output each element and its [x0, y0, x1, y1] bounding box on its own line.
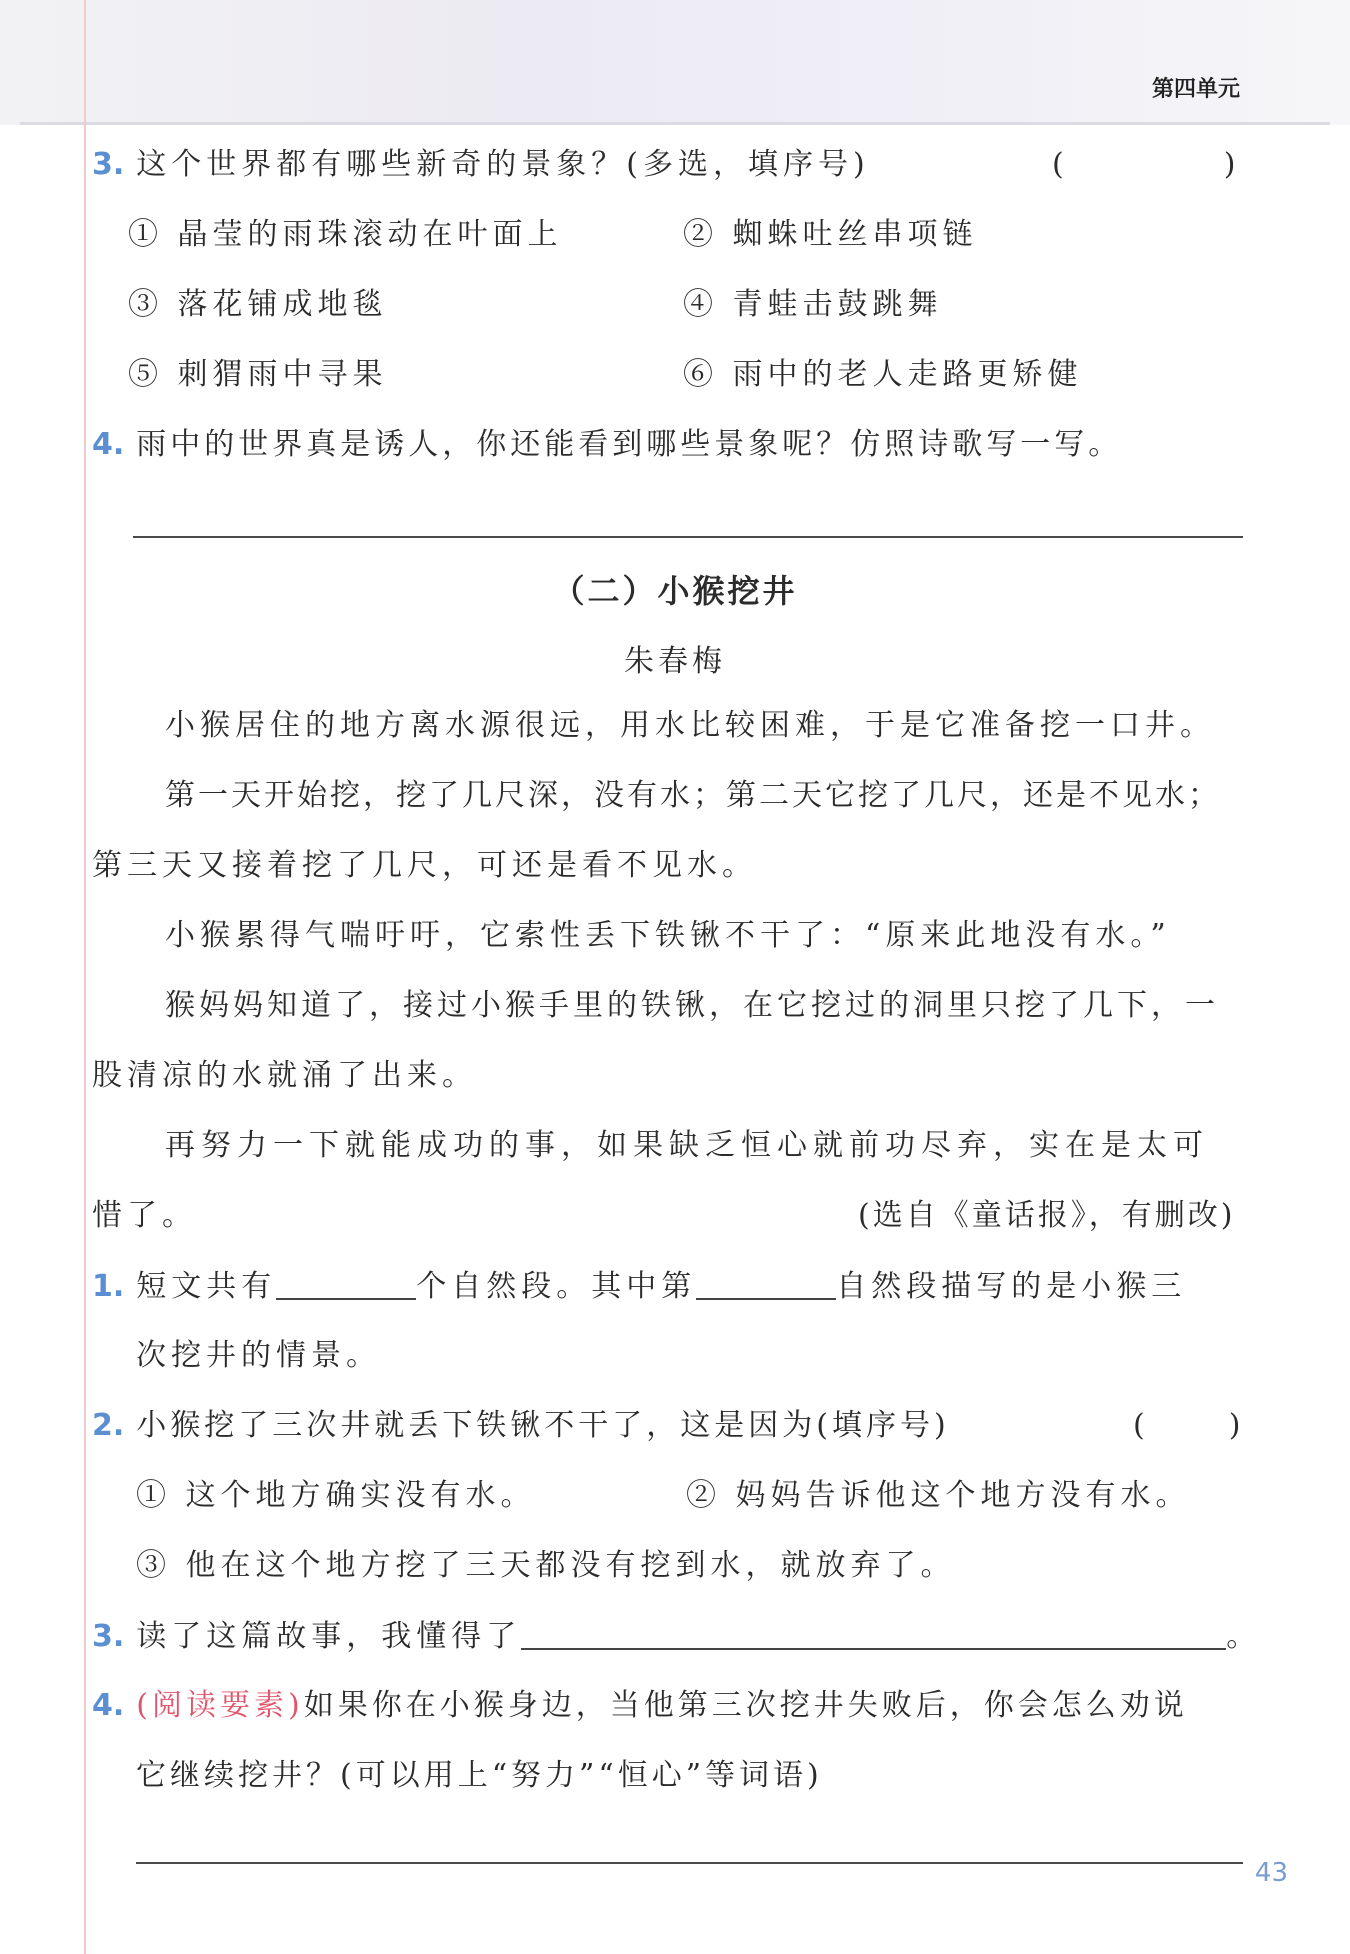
option-6: ⑥ 雨中的老人走路更矫健	[683, 357, 1083, 392]
question-text: 小猴挖了三次井就丢下铁锹不干了，这是因为(填序号)	[136, 1408, 950, 1443]
passage-line: 小猴居住的地方离水源很远，用水比较困难，于是它准备挖一口井。	[165, 708, 1215, 743]
question-number: 2.	[92, 1408, 125, 1443]
question-3	[92, 1616, 1261, 1657]
question-number: 1.	[92, 1269, 125, 1304]
answer-parens[interactable]: ( )	[1133, 1408, 1249, 1443]
passage-line: 第三天又接着挖了几尺，可还是看不见水。	[92, 848, 757, 883]
answer-blank[interactable]	[521, 1616, 1226, 1650]
option-3: ③ 落花铺成地毯	[128, 287, 388, 322]
passage-title: （二）小猴挖井	[552, 572, 798, 610]
option-2: ② 妈妈告诉他这个地方没有水。	[686, 1478, 1191, 1513]
blank-paragraph-count[interactable]	[276, 1266, 416, 1300]
option-1: ① 这个地方确实没有水。	[136, 1478, 536, 1513]
passage-source: (选自《童话报》，有删改)	[858, 1198, 1236, 1233]
option-5: ⑤ 刺猬雨中寻果	[128, 357, 388, 392]
reading-element-tag: (阅读要素)	[136, 1688, 304, 1723]
question-4	[92, 1686, 1188, 1726]
option-3: ③ 他在这个地方挖了三天都没有挖到水，就放弃了。	[136, 1548, 956, 1583]
page-number: 43	[1254, 1858, 1288, 1888]
question-text: 短文共有	[136, 1269, 277, 1304]
passage-line: 惜了。	[92, 1198, 197, 1233]
unit-label: 第四单元	[1151, 77, 1240, 102]
passage-line: 猴妈妈知道了，接过小猴手里的铁锹，在它挖过的洞里只挖了几下，一	[165, 988, 1219, 1023]
question-text: 自然段描写的是小猴三	[836, 1269, 1187, 1304]
question-3	[92, 145, 870, 185]
question-number: 3.	[92, 147, 125, 182]
passage-line: 小猴累得气喘吁吁，它索性丢下铁锹不干了：“原来此地没有水。”	[165, 918, 1171, 953]
margin-rule	[84, 0, 86, 1954]
question-text: 如果你在小猴身边，当他第三次挖井失败后，你会怎么劝说	[303, 1688, 1188, 1723]
question-number: 4.	[92, 427, 125, 462]
header-band	[0, 0, 1350, 125]
question-text: 读了这篇故事，我懂得了	[136, 1619, 522, 1654]
answer-line[interactable]	[136, 1862, 1243, 1864]
passage-line: 再努力一下就能成功的事，如果缺乏恒心就前功尽弃，实在是太可	[165, 1128, 1209, 1163]
answer-parens[interactable]: ( )	[1052, 147, 1244, 182]
question-1-continued: 次挖井的情景。	[136, 1338, 381, 1373]
passage-line: 股清凉的水就涌了出来。	[92, 1058, 477, 1093]
blank-paragraph-range[interactable]	[696, 1266, 836, 1300]
question-text: 这个世界都有哪些新奇的景象？(多选，填序号)	[136, 147, 870, 182]
question-1	[92, 1266, 1186, 1307]
answer-line[interactable]	[133, 536, 1243, 538]
passage-line: 第一天开始挖，挖了几尺深，没有水；第二天它挖了几尺，还是不见水；	[165, 778, 1221, 813]
question-end: 。	[1226, 1619, 1262, 1654]
option-4: ④ 青蛙击鼓跳舞	[683, 287, 943, 322]
question-4-continued: 它继续挖井？(可以用上“努力”“恒心”等词语)	[136, 1758, 823, 1793]
question-text: 个自然段。其中第	[416, 1269, 697, 1304]
question-4	[92, 425, 1122, 465]
question-2	[92, 1406, 950, 1446]
question-number: 3.	[92, 1619, 125, 1654]
passage-author: 朱春梅	[624, 644, 726, 679]
question-number: 4.	[92, 1688, 125, 1723]
question-text: 雨中的世界真是诱人，你还能看到哪些景象呢？仿照诗歌写一写。	[136, 427, 1123, 462]
option-1: ① 晶莹的雨珠滚动在叶面上	[128, 217, 563, 252]
option-2: ② 蜘蛛吐丝串项链	[683, 217, 978, 252]
